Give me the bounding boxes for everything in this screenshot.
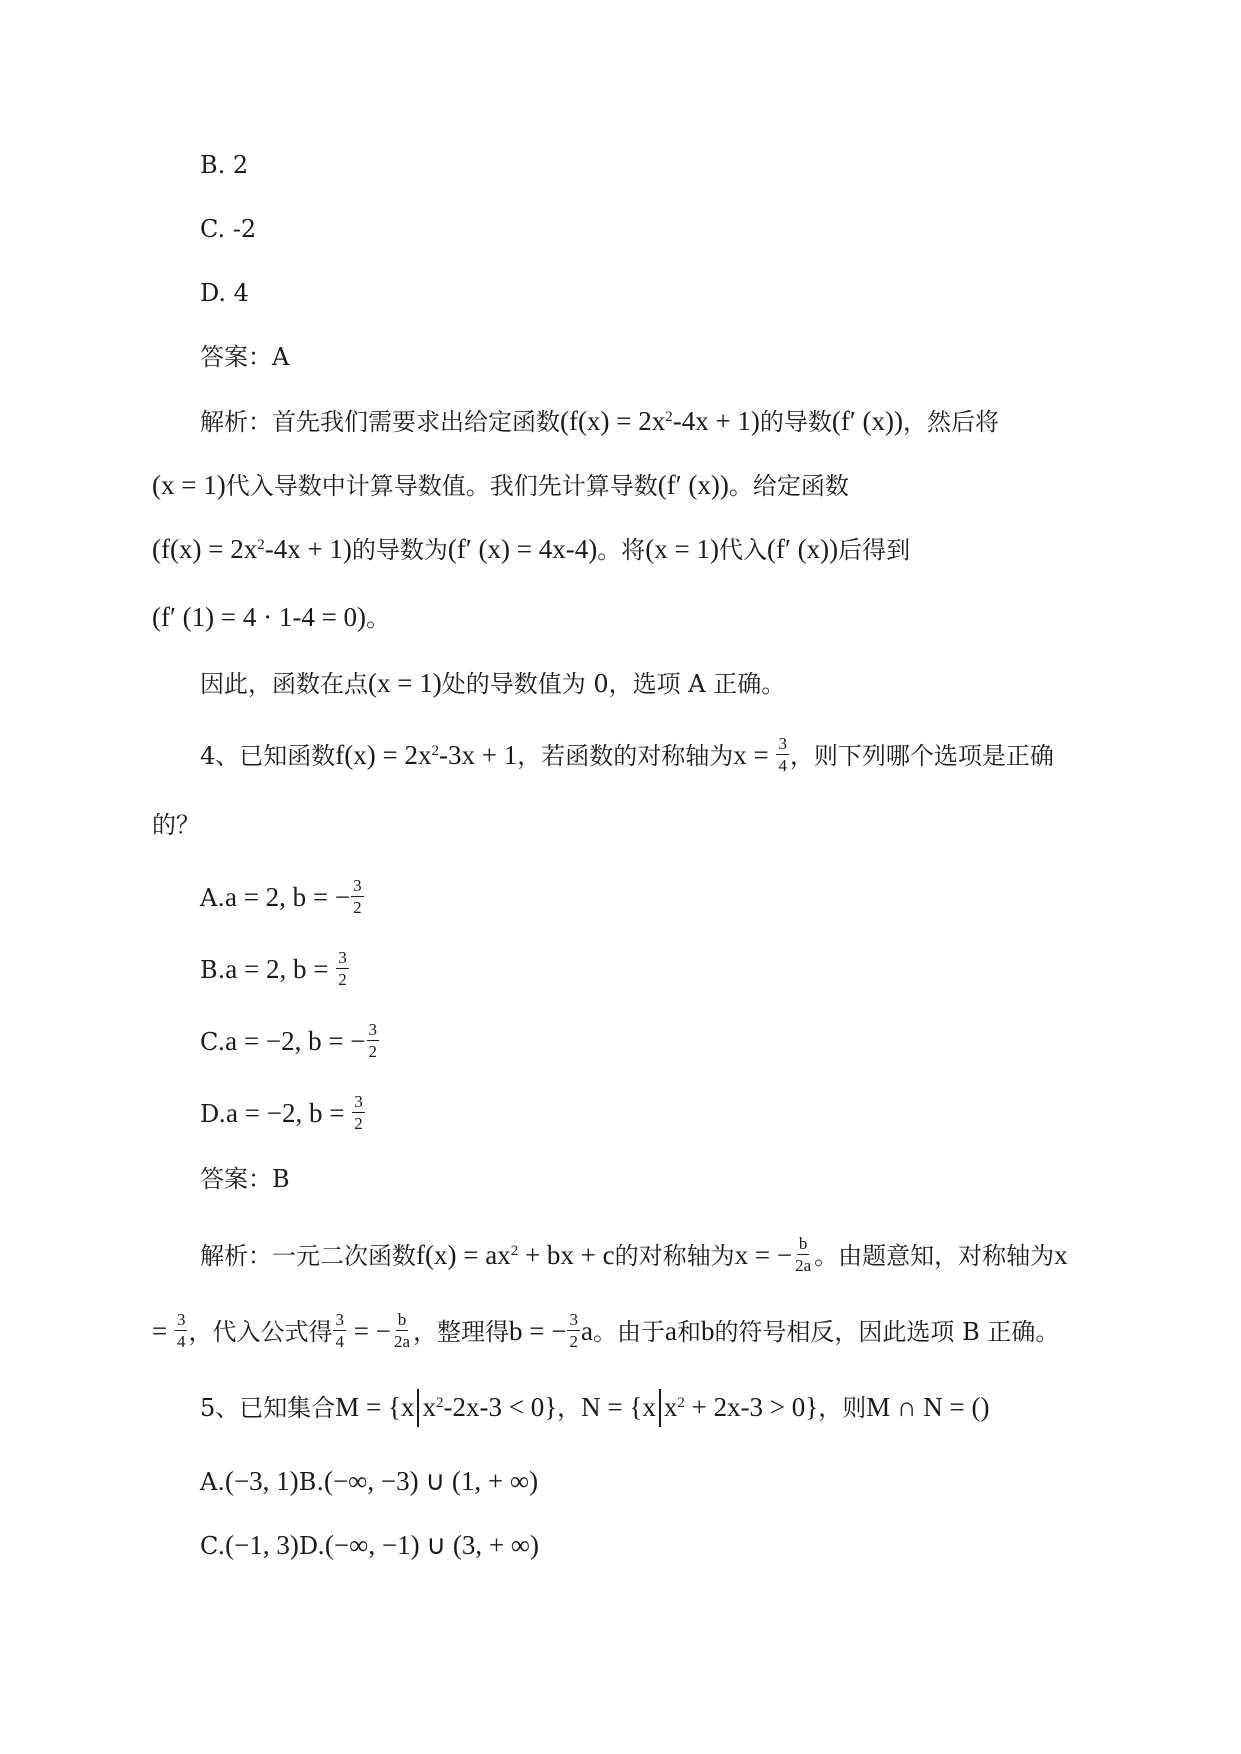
- text: 后得到: [838, 536, 911, 564]
- math: -3x + 1: [438, 740, 518, 770]
- math: (x = 1): [645, 534, 719, 564]
- superscript: 2: [257, 537, 265, 553]
- question-4-stem-cont: 的？: [152, 811, 200, 839]
- text: 的导数: [759, 408, 832, 436]
- math: =: [152, 1316, 174, 1346]
- math: a = 2, b =: [225, 954, 336, 984]
- superscript: 2: [677, 1395, 685, 1411]
- text: ，然后将: [903, 408, 1000, 436]
- set-bar: [417, 1389, 419, 1427]
- option-label: C.: [200, 1532, 226, 1560]
- option-c: C. -2: [200, 215, 257, 243]
- answer-line: 答案：A: [200, 343, 290, 371]
- math: (f(x) = 2x: [152, 534, 258, 564]
- question-5-stem: [200, 1390, 989, 1424]
- fraction: $\frac{3}{2}$: [353, 876, 362, 917]
- q4-answer: 答案：B: [200, 1165, 290, 1193]
- option-label: C.: [200, 1028, 226, 1056]
- option-d: D. 4: [200, 279, 249, 307]
- math: -4x + 1): [672, 406, 760, 436]
- option-label: B.: [200, 956, 226, 984]
- option-label: D.: [200, 1100, 227, 1128]
- math: M = {x: [335, 1392, 415, 1422]
- math: b: [700, 1316, 715, 1346]
- option-label: A.: [200, 884, 225, 912]
- fraction: $\frac{b}{2a}$: [393, 1310, 410, 1351]
- fraction: $\frac{3}{4}$: [176, 1310, 186, 1351]
- math: (f′ (x)): [766, 534, 839, 564]
- math: (x = 1): [368, 668, 442, 698]
- math: a = −2, b =: [226, 1098, 352, 1128]
- math: M ∩ N = (): [866, 1392, 990, 1422]
- superscript: 2: [665, 409, 673, 425]
- option-label: D.: [298, 1532, 325, 1560]
- text: ，则下列哪个选项是正确: [789, 742, 1054, 770]
- math: = −: [346, 1316, 391, 1346]
- math: a = 2, b = −: [224, 882, 351, 912]
- text: 。将: [597, 536, 646, 564]
- text: 4、已知函数: [200, 742, 336, 770]
- text: ，整理得: [413, 1318, 509, 1346]
- text: 的符号相反，因此选项 B 正确。: [714, 1318, 1060, 1346]
- math: (f′ (x)): [657, 470, 729, 500]
- math: (−3, 1): [224, 1466, 299, 1496]
- question-4-stem: [200, 734, 1054, 775]
- fraction: $\frac{b}{2a}$: [795, 1234, 812, 1275]
- fraction: $\frac{3}{2}$: [354, 1092, 363, 1133]
- fraction: $\frac{3}{4}$: [335, 1310, 344, 1351]
- fraction: $\frac{3}{4}$: [778, 734, 787, 775]
- option-label: B.: [298, 1468, 324, 1496]
- text: 。由于: [592, 1318, 665, 1346]
- text: ，代入公式得: [188, 1318, 333, 1346]
- math: N = {x: [581, 1392, 656, 1422]
- analysis-line-4: [152, 600, 390, 634]
- text: 代入: [718, 536, 767, 564]
- superscript: 2: [435, 1395, 444, 1411]
- fraction: $\frac{3}{2}$: [368, 1020, 378, 1061]
- math: (−1, 3): [225, 1530, 299, 1560]
- math: -2x-3 < 0}: [443, 1392, 558, 1422]
- math: b = −: [509, 1316, 567, 1346]
- text: 因此，函数在点: [200, 670, 368, 698]
- math: f(x) = ax: [416, 1240, 511, 1270]
- math: x: [663, 1392, 678, 1422]
- math: (−∞, −3) ∪ (1, + ∞): [323, 1466, 539, 1496]
- math: -4x + 1): [264, 534, 352, 564]
- text: 代入导数中计算导数值。我们先计算导数: [225, 472, 658, 500]
- text: 处的导数值为 0，选项 A 正确。: [441, 670, 786, 698]
- math: a: [664, 1316, 677, 1346]
- math: (x = 1): [152, 470, 226, 500]
- math: (−∞, −1) ∪ (3, + ∞): [324, 1530, 540, 1560]
- math: (f′ (1) = 4 · 1-4 = 0): [152, 602, 367, 632]
- text: 5、已知集合: [200, 1394, 336, 1422]
- text: 解析：一元二次函数: [200, 1242, 416, 1270]
- q4-option-b: [200, 948, 350, 989]
- fraction: $\frac{3}{2}$: [569, 1310, 578, 1351]
- analysis-line-1: [200, 404, 999, 438]
- text: 和: [676, 1318, 701, 1346]
- q4-analysis-line-1: [200, 1234, 1068, 1275]
- text: ，若函数的对称轴为: [517, 742, 734, 770]
- math: x: [422, 1392, 436, 1422]
- math: f(x) = 2x: [335, 740, 432, 770]
- math: x: [1054, 1240, 1068, 1270]
- math: x =: [733, 740, 776, 770]
- analysis-line-2: [152, 468, 849, 502]
- math: a = −2, b = −: [225, 1026, 366, 1056]
- text: 。由题意知，对称轴为: [814, 1242, 1055, 1270]
- analysis-conclusion: [200, 666, 785, 700]
- superscript: 2: [431, 743, 439, 759]
- text: 的对称轴为: [614, 1242, 735, 1270]
- q5-options-ab: [200, 1464, 538, 1498]
- q4-option-a: [200, 876, 365, 917]
- math: (f′ (x) = 4x-4): [447, 534, 598, 564]
- math: (f′ (x)): [831, 406, 904, 436]
- text: 。给定函数: [728, 472, 849, 500]
- superscript: 2: [510, 1243, 519, 1259]
- text: 解析：首先我们需要求出给定函数: [200, 408, 560, 436]
- math: a: [580, 1316, 593, 1346]
- text: ，: [557, 1394, 582, 1422]
- math: x = −: [734, 1240, 793, 1270]
- q4-option-c: [200, 1020, 380, 1061]
- math: + 2x-3 > 0}: [684, 1392, 819, 1422]
- math: + bx + c: [518, 1240, 615, 1270]
- math: (f(x) = 2x: [560, 406, 666, 436]
- q4-analysis-line-2: [152, 1310, 1060, 1351]
- text: ，则: [818, 1394, 867, 1422]
- q5-options-cd: [200, 1528, 539, 1562]
- set-bar: [659, 1389, 661, 1427]
- option-label: A.: [200, 1468, 225, 1496]
- text: 。: [366, 604, 391, 632]
- text: 的导数为: [351, 536, 448, 564]
- q4-option-d: [200, 1092, 366, 1133]
- option-b: B. 2: [200, 151, 249, 179]
- fraction: $\frac{3}{2}$: [338, 948, 347, 989]
- analysis-line-3: [152, 532, 910, 566]
